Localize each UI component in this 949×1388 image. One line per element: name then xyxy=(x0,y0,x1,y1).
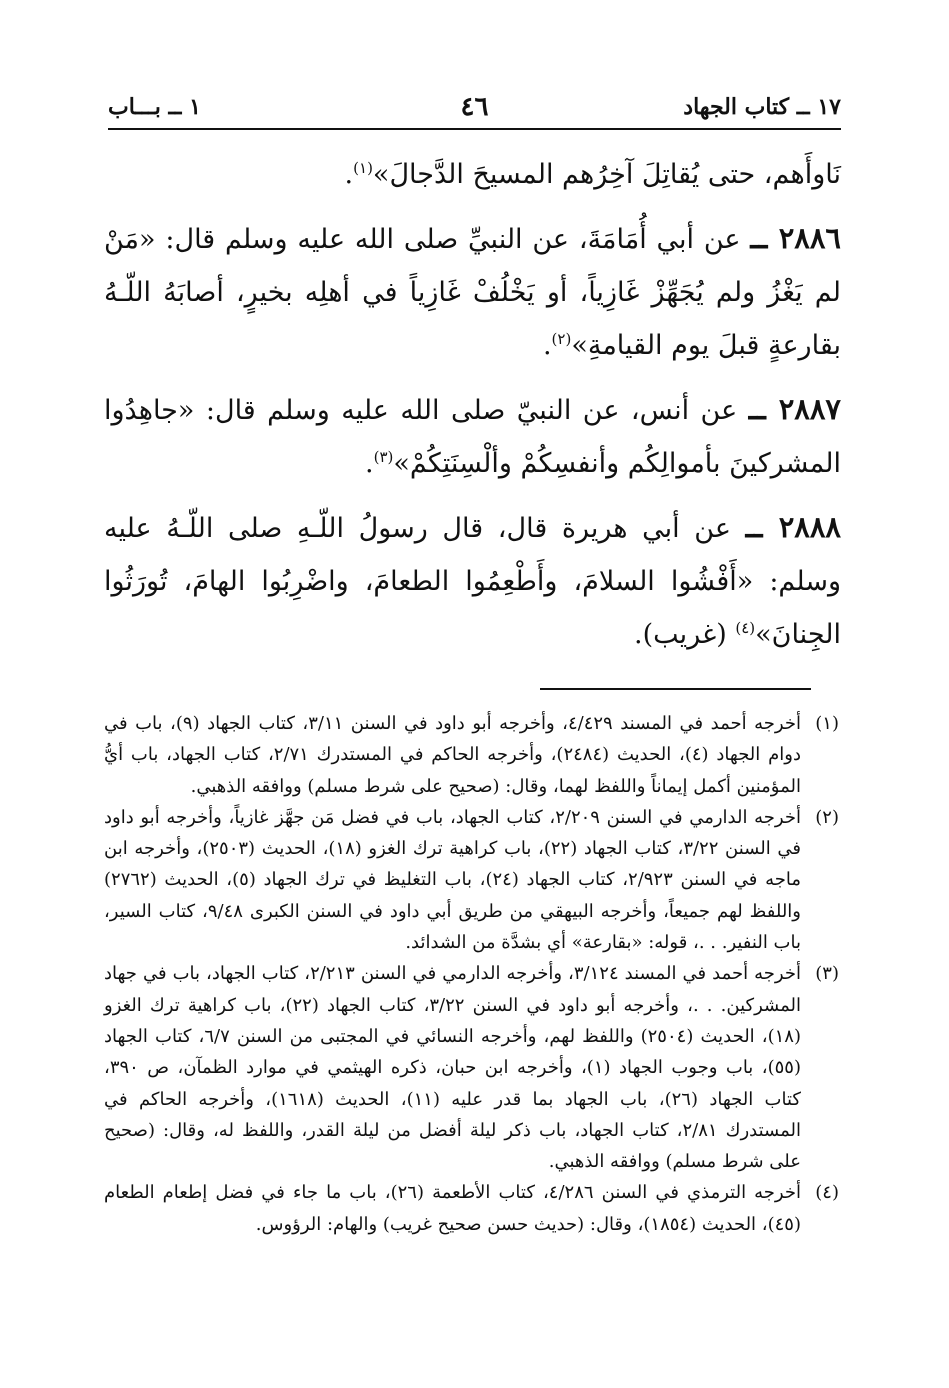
running-header xyxy=(108,86,841,130)
hadith-number: ٢٨٨٧ ــ xyxy=(748,392,841,426)
footnote-ref: (٢) xyxy=(551,330,572,348)
footnote-text: أخرجه أحمد في المسند ٣/١٢٤، وأخرجه الدارمي في السنن ٢/٢١٣، كتاب الجهاد، باب في جهاد المشركين. . .، وأخرجه أبو داود في السنن ٣/٢٢، كتاب الجهاد (٢٢)، باب كراهية ترك الغزو (١٨)، الحديث (٢٥٠٤) واللفظ لهم، وأخرجه النسائي في المجتبى من السنن ٦/٧، كتاب الجهاد (٥٥)، باب وجوب الجهاد (١)، وأخرجه ابن حبان، ذكره الهيثمي في موارد الظمآن، ص ٣٩٠، كتاب الجهاد (٢٦)، باب الجهاد بما قدر عليه (١١)، الحديث (١٦١٨)، وأخرجه الحاكم في المستدرك ٢/٨١، كتاب الجهاد، باب ذكر ليلة أفضل من ليلة القدر، واللفظ له، وقال: (صحيح على شرط مسلم) ووافقه الذهبي. xyxy=(104,963,801,1173)
hadith-paragraph: نَاوأَهم، حتى يُقاتِلَ آخِرُهم المسيحَ الدَّجالَ»$^{(١)}$. xyxy=(344,159,841,190)
footnote-label: (٤) xyxy=(815,1182,839,1204)
footnote-text: أخرجه الترمذي في السنن ٤/٢٨٦، كتاب الأطعمة (٢٦)، باب ما جاء في فضل إطعام الطعام (٤٥)، الحديث (١٨٥٤)، وقال: (حديث حسن صحيح غريب) والهام: الرؤوس. xyxy=(104,1182,801,1235)
header-section: ١ ــ بـــاب xyxy=(108,94,201,120)
footnote-item xyxy=(104,958,839,1177)
footnote-label: (٢) xyxy=(815,806,839,828)
footnote-label: (٣) xyxy=(815,963,839,985)
footnote-label: (١) xyxy=(815,713,839,734)
footnote-text: أخرجه أحمد في المسند ٤/٤٢٩، وأخرجه أبو داود في السنن ٣/١١، كتاب الجهاد (٩)، باب في دوام الجهاد (٤)، الحديث (٢٤٨٤)، وأخرجه الحاكم في المستدرك ٢/٧١، كتاب الجهاد، باب أيُّ المؤمنين أكمل إيماناً واللفظ لهما، وقال: (صحيح على شرط مسلم) ووافقه الذهبي. xyxy=(104,713,801,797)
footnote-text: أخرجه الدارمي في السنن ٢/٢٠٩، كتاب الجهاد، باب في فضل مَن جهَّز غازياً، وأخرجه أبو داود في السنن ٣/٢٢، كتاب الجهاد (٢٢)، باب كراهية ترك الغزو (١٨)، الحديث (٢٥٠٣)، وأخرجه ابن ماجه في السنن ٢/٩٢٣، كتاب الجهاد (٢٤)، باب التغليظ في ترك الجهاد (٥)، الحديث (٢٧٦٢) واللفظ لهم جميعاً، وأخرجه البيهقي من طريق أبي داود في السنن الكبرى ٩/٤٨، كتاب السير، باب النفير. . .، قوله: «بقارعة» أي بشدَّة من الشدائد. xyxy=(104,806,802,954)
footnote-ref: (١) xyxy=(353,159,373,177)
page-number: ٤٦ xyxy=(460,92,489,122)
main-text xyxy=(104,148,841,672)
footnote-item xyxy=(104,1177,839,1240)
hadith-number: ٢٨٨٦ ــ xyxy=(750,221,841,255)
footnote-divider xyxy=(540,688,811,690)
footnote-ref: (٣) xyxy=(373,448,394,466)
hadith-number: ٢٨٨٨ ــ xyxy=(745,510,841,544)
footnote-item xyxy=(104,802,839,958)
footnote-ref: (٤) xyxy=(735,619,756,637)
header-chapter: ١٧ ــ كتاب الجهاد xyxy=(683,94,841,120)
footnote-item xyxy=(104,708,839,802)
hadith-paragraph: ٢٨٨٨ ــ عن أبي هريرة قال، قال رسولُ اللّـهِ صلى اللّـهُ عليه وسلم: «أَفْشُوا السلامَ، وأَطْعِمُوا الطعامَ، واضْرِبُوا الهامَ، تُورَثُوا الجِنانَ»$^{(٤)}$ (غريب). xyxy=(104,510,841,650)
hadith-paragraph: ٢٨٨٧ ــ عن أنس، عن النبيّ صلى الله عليه وسلم قال: «جاهِدُوا المشركينَ بأموالِكُم وأنفسِكُمْ وألْسِنَتِكُمْ»$^{(٣)}$. xyxy=(104,392,841,479)
hadith-paragraph: ٢٨٨٦ ــ عن أبي أُمَامَةَ، عن النبيِّ صلى الله عليه وسلم قال: «مَنْ لم يَغْزُ ولم يُجَهِّزْ غَازِياً، أو يَخْلُفْ غَازِياً في أهلِه بخيرٍ، أصابَهُ اللّـهُ بقارعةٍ قبلَ يوم القيامةِ»$^{(٢)}$. xyxy=(104,221,841,361)
footnotes xyxy=(104,708,839,1240)
